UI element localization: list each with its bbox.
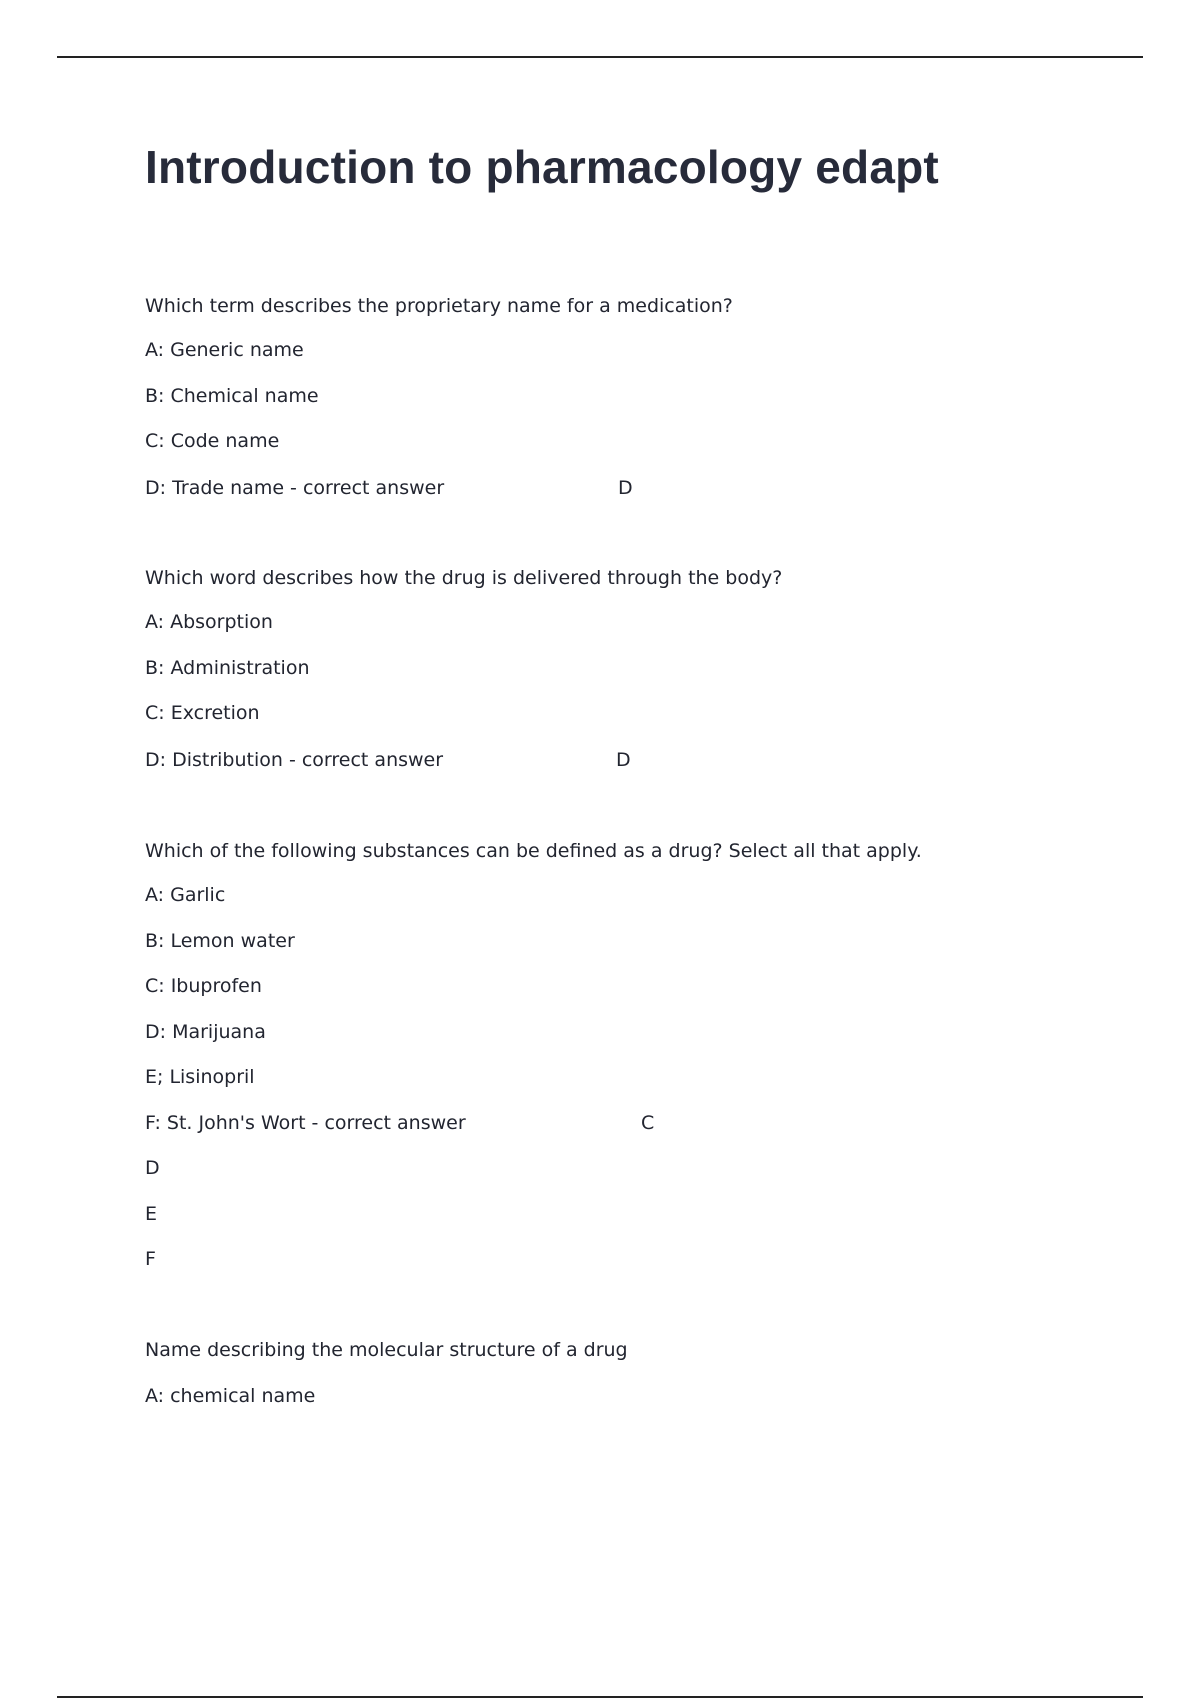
question-1-option-c: C: Code name [145,430,280,452]
question-2-option-b: B: Administration [145,657,310,679]
question-3-answer-e: E [145,1203,158,1225]
question-1-answer: D [618,477,633,499]
question-2-option-a: A: Absorption [145,611,273,633]
bottom-rule [57,1696,1143,1698]
question-3-answer-f: F [145,1248,156,1270]
question-3-answer-c: C [641,1112,655,1134]
question-3-text: Which of the following substances can be defined as a drug? Select all that apply. [145,840,922,862]
question-3-option-c: C: Ibuprofen [145,975,262,997]
question-1-text: Which term describes the proprietary name for a medication? [145,295,733,317]
question-2-option-d: D: Distribution - correct answer [145,749,444,771]
question-2-text: Which word describes how the drug is delivered through the body? [145,567,783,589]
question-3-option-f: F: St. John's Wort - correct answer [145,1112,466,1134]
top-rule [57,56,1143,58]
question-3-option-e: E; Lisinopril [145,1066,255,1088]
question-3-option-d: D: Marijuana [145,1021,266,1043]
question-4-text: Name describing the molecular structure of a drug [145,1339,628,1361]
question-2-option-c: C: Excretion [145,702,260,724]
question-3-answer-d: D [145,1157,160,1179]
question-3-option-b: B: Lemon water [145,930,295,952]
question-1-option-a: A: Generic name [145,339,304,361]
question-1-option-d: D: Trade name - correct answer [145,477,445,499]
question-2-answer: D [616,749,631,771]
page-title: Introduction to pharmacology edapt [145,141,939,193]
question-1-option-b: B: Chemical name [145,385,319,407]
question-3-option-a: A: Garlic [145,884,226,906]
question-4-option-a: A: chemical name [145,1385,316,1407]
